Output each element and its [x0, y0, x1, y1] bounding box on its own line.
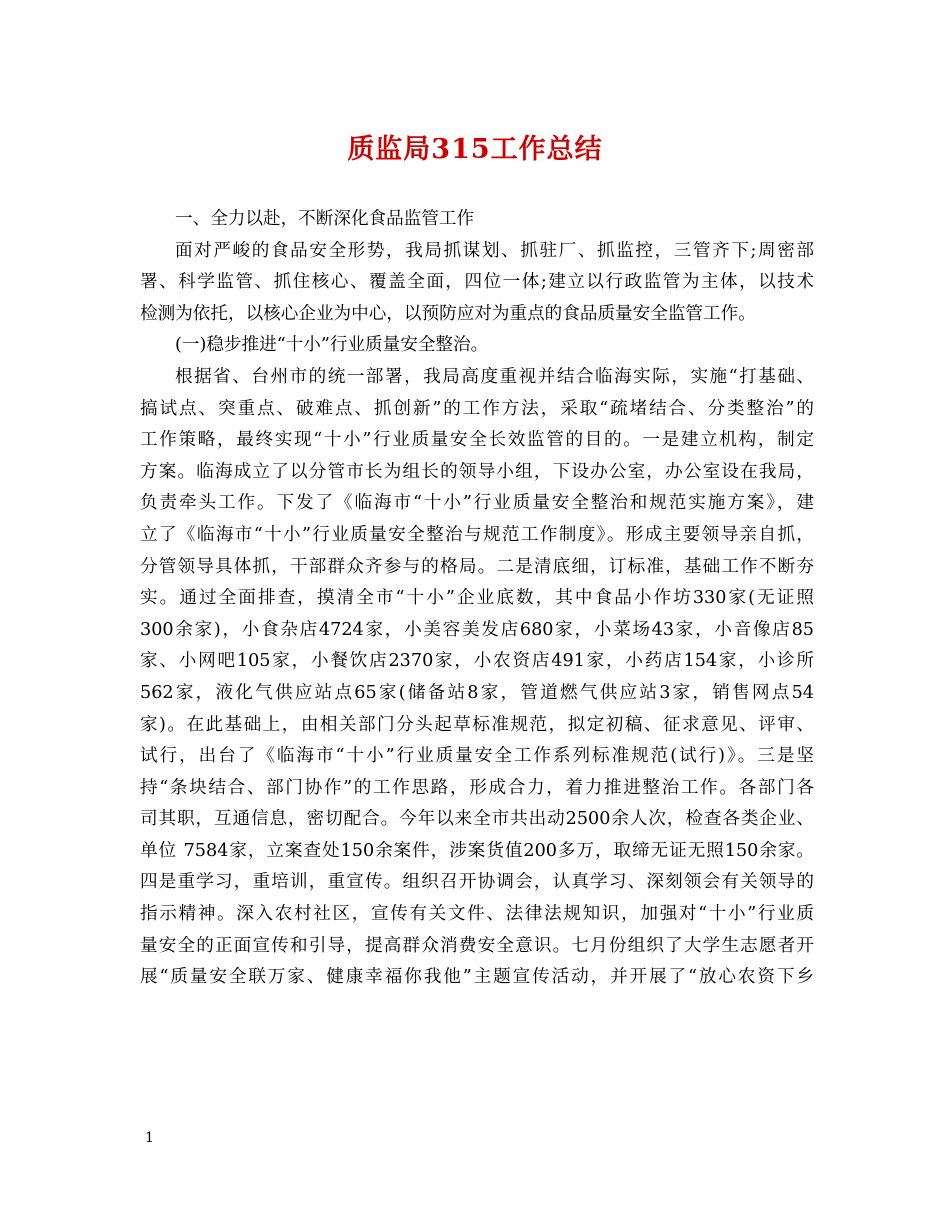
paragraph-line: 立了《临海市“十小”行业质量安全整治与规范工作制度》。形成主要领导亲自抓， [140, 524, 814, 545]
paragraph-line: 持“条块结合、部门协作”的工作思路，形成合力，着力推进整治工作。各部门各 [140, 777, 814, 798]
paragraph-line: 搞试点、突重点、破难点、抓创新”的工作方法，采取“疏堵结合、分类整治”的 [140, 398, 814, 419]
section-heading: 一、全力以赴，不断深化食品监管工作 [175, 209, 475, 229]
paragraph-line: 司其职，互通信息，密切配合。今年以来全市共出动2500余人次，检查各类企业、 [140, 809, 814, 830]
paragraph-line: 家、小网吧105家，小餐饮店2370家，小农资店491家，小药店154家，小诊所 [140, 651, 814, 672]
paragraph-line: 检测为依托，以核心企业为中心，以预防应对为重点的食品质量安全监管工作。 [140, 303, 756, 324]
paragraph-line: 家)。在此基础上，由相关部门分头起草标准规范，拟定初稿、征求意见、评审、 [140, 714, 814, 735]
paragraph-line: 负责牵头工作。下发了《临海市“十小”行业质量安全整治和规范实施方案》，建 [140, 493, 814, 514]
paragraph-line: 方案。临海成立了以分管市长为组长的领导小组，下设办公室，办公室设在我局， [140, 461, 814, 482]
paragraph-line: 562家，液化气供应站点65家(储备站8家，管道燃气供应站3家，销售网点54 [140, 682, 814, 703]
page-number: 1 [145, 1130, 154, 1146]
paragraph-line: 量安全的正面宣传和引导，提高群众消费安全意识。七月份组织了大学生志愿者开 [140, 935, 814, 956]
subsection-heading: (一)稳步推进“十小”行业质量安全整治。 [175, 335, 489, 356]
paragraph-line: 单位 7584家，立案查处150余案件，涉案货值200多万，取缔无证无照150余家。 [140, 840, 814, 861]
paragraph-line: 面对严峻的食品安全形势，我局抓谋划、抓驻厂、抓监控，三管齐下;周密部 [175, 240, 814, 261]
paragraph-line: 分管领导具体抓，干部群众齐参与的格局。二是清底细，订标准，基础工作不断夯 [140, 556, 814, 577]
page-title: 质监局315工作总结 [347, 134, 603, 165]
paragraph-line: 试行，出台了《临海市“十小”行业质量安全工作系列标准规范(试行)》。三是坚 [140, 746, 814, 767]
paragraph-line: 署、科学监管、抓住核心、覆盖全面，四位一体;建立以行政监管为主体，以技术 [140, 272, 814, 293]
paragraph-line: 展“质量安全联万家、健康幸福你我他”主题宣传活动，并开展了“放心农资下乡 [140, 967, 814, 988]
paragraph-line: 工作策略，最终实现“十小”行业质量安全长效监管的目的。一是建立机构，制定 [140, 430, 814, 451]
paragraph-line: 实。通过全面排查，摸清全市“十小”企业底数，其中食品小作坊330家(无证照 [140, 588, 814, 609]
paragraph-line: 四是重学习，重培训，重宣传。组织召开协调会，认真学习、深刻领会有关领导的 [140, 872, 814, 893]
document-body [140, 204, 814, 994]
paragraph-line: 指示精神。深入农村社区，宣传有关文件、法律法规知识，加强对“十小”行业质 [140, 904, 814, 925]
paragraph-line: 根据省、台州市的统一部署，我局高度重视并结合临海实际，实施“打基础、 [175, 366, 814, 387]
paragraph-line: 300余家)，小食杂店4724家，小美容美发店680家，小菜场43家，小音像店85 [140, 619, 814, 640]
